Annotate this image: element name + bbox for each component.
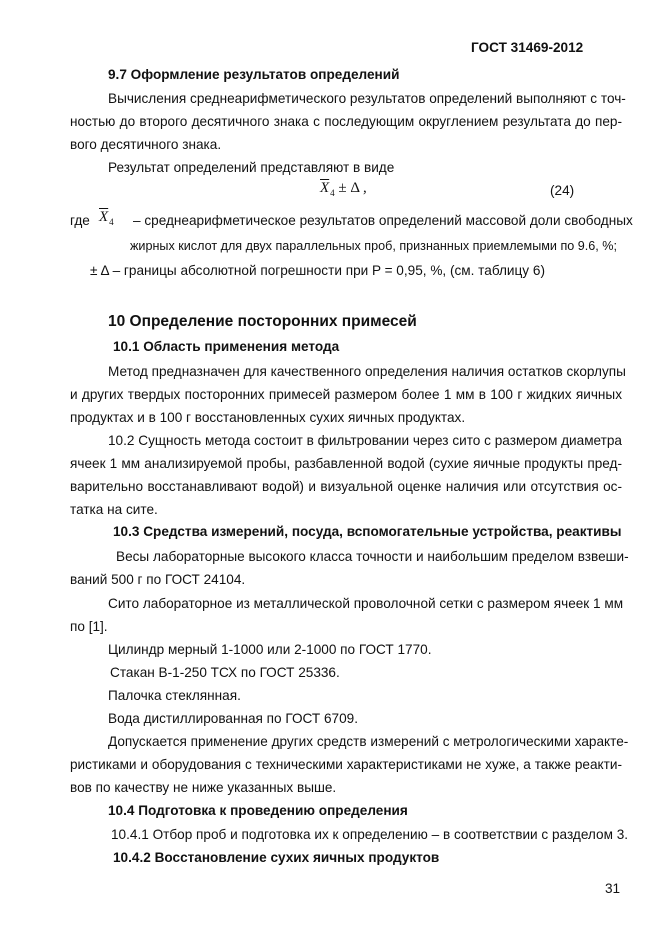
para-line: Сито лабораторное из металлической проволочной сетки с размером ячеек 1 мм <box>108 596 624 611</box>
para-line: ячеек 1 мм анализируемой пробы, разбавленной водой (сухие яичные продукты пред- <box>70 456 622 471</box>
para-line: вов по качеству не ниже указанных выше. <box>70 780 337 795</box>
section-10-1-title: 10.1 Область применения метода <box>113 339 340 354</box>
formula-rest: ± Δ , <box>334 180 367 196</box>
standard-number: ГОСТ 31469-2012 <box>471 40 584 55</box>
para-line: варительно восстанавливают водой) и визуальной оценке наличия или отсутствия ос- <box>70 479 622 494</box>
formula-subscript: 4 <box>330 188 335 198</box>
formula-symbol: $\overline{X}$ <box>320 180 330 196</box>
para-line: продуктах и в 100 г восстановленных сухих яичных продуктах. <box>70 410 466 425</box>
para-line: Результат определений представляют в виде <box>108 160 395 175</box>
where-description-cont: жирных кислот для двух параллельных проб, признанных приемлемыми по 9.6, %; <box>130 239 617 253</box>
para-line: ностью до второго десятичного знака с последующим округлением результата до пер- <box>70 114 622 129</box>
where-prefix: где <box>70 213 90 228</box>
where-symbol-letter: $\overline{X}$ <box>99 209 109 225</box>
para-line: Вычисления среднеарифметического результатов определений выполняют с точ- <box>108 91 626 106</box>
para-line: Метод предназначен для качественного определения наличия остатков скорлупы <box>108 364 626 379</box>
section-10-4-title: 10.4 Подготовка к проведению определения <box>108 803 408 818</box>
para-line: вого десятичного знака. <box>70 137 222 152</box>
para-line: Палочка стеклянная. <box>108 688 241 703</box>
delta-description: ± Δ – границы абсолютной погрешности при P = 0,95, %, (см. таблицу 6) <box>90 263 545 278</box>
para-line: Стакан В-1-250 ТСХ по ГОСТ 25336. <box>110 665 340 680</box>
para-line: Вода дистиллированная по ГОСТ 6709. <box>108 711 358 726</box>
section-10-title: 10 Определение посторонних примесей <box>108 313 417 330</box>
para-line: ваний 500 г по ГОСТ 24104. <box>70 572 246 587</box>
section-10-4-2-title: 10.4.2 Восстановление сухих яичных продуктов <box>113 850 440 865</box>
para-line: Допускается применение других средств измерений с метрологическими характе- <box>108 734 629 749</box>
para-line: татка на сите. <box>70 502 158 517</box>
where-description: – среднеарифметическое результатов определений массовой доли свободных <box>133 213 633 228</box>
para-line: 10.4.1 Отбор проб и подготовка их к определению – в соответствии с разделом 3. <box>111 827 629 842</box>
page-number: 31 <box>605 881 621 896</box>
para-line: Цилиндр мерный 1-1000 или 2-1000 по ГОСТ 1770. <box>108 642 432 657</box>
where-symbol <box>99 209 114 227</box>
section-9-7-title: 9.7 Оформление результатов определений <box>108 67 400 82</box>
where-symbol-subscript: 4 <box>109 217 114 227</box>
para-line: и других твердых посторонних примесей размером более 1 мм в 100 г жидких яичных <box>70 387 622 402</box>
section-10-3-title: 10.3 Средства измерений, посуда, вспомогательные устройства, реактивы <box>113 524 622 539</box>
para-line: по [1]. <box>70 619 108 634</box>
para-line: ристиками и оборудования с техническими характеристиками не хуже, а также реакти- <box>70 757 622 772</box>
para-line: Весы лабораторные высокого класса точности и наибольшим пределом взвеши- <box>116 549 629 564</box>
formula-24 <box>320 180 367 198</box>
para-line: 10.2 Сущность метода состоит в фильтровании через сито с размером диаметра <box>108 433 622 448</box>
formula-number: (24) <box>550 183 575 198</box>
